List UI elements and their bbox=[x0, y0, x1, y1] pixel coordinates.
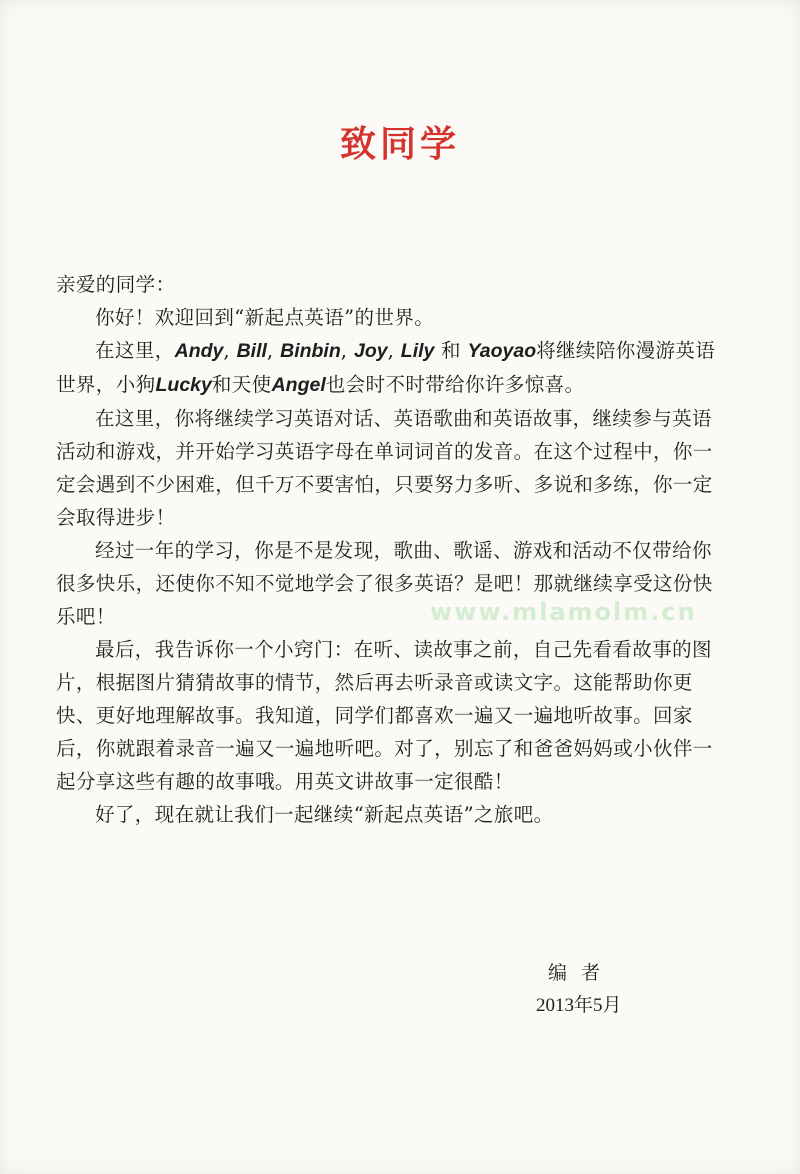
character-name: Binbin bbox=[280, 340, 341, 362]
character-name: Lucky bbox=[155, 374, 212, 396]
watermark: www.mlamolm.cn bbox=[430, 598, 697, 626]
letter-body bbox=[56, 268, 716, 831]
separator: , bbox=[387, 339, 401, 362]
character-name: Yaoyao bbox=[467, 340, 537, 362]
letter-date: 2013年5月 bbox=[536, 995, 622, 1016]
paragraph-characters bbox=[56, 334, 716, 402]
paragraph-welcome: 你好！欢迎回到“新起点英语”的世界。 bbox=[95, 306, 435, 329]
text: 在这里， bbox=[95, 339, 175, 362]
paragraph-learning: 在这里，你将继续学习英语对话、英语歌曲和英语故事，继续参与英语活动和游戏，并开始学习英语字母在单词词首的发音。在这个过程中，你一定会遇到不少困难，但千万不要害怕，只要努力多听、多说和多练，你一定会取得进步！ bbox=[56, 407, 713, 529]
character-name: Lily bbox=[400, 340, 435, 362]
greeting: 亲爱的同学： bbox=[56, 273, 176, 296]
character-name: Joy bbox=[353, 340, 388, 362]
character-name: Andy bbox=[174, 340, 224, 362]
character-name: Bill bbox=[236, 340, 267, 362]
separator: 和 bbox=[434, 339, 468, 362]
separator: , bbox=[340, 339, 354, 362]
text: 将继续陪你漫游英语世界，小狗 bbox=[56, 339, 716, 396]
character-name: Angel bbox=[271, 374, 326, 396]
page-title: 致同学 bbox=[339, 123, 460, 166]
separator: , bbox=[223, 339, 237, 362]
paragraph-tip: 最后，我告诉你一个小窍门：在听、读故事之前，自己先看看故事的图片，根据图片猜猜故事的情节，然后再去听录音或读文字。这能帮助你更快、更好地理解故事。我知道，同学们都喜欢一遍又一遍地听故事。回家后，你就跟着录音一遍又一遍地听吧。对了，别忘了和爸爸妈妈或小伙伴一起分享这些有趣的故事哦。用英文讲故事一定很酷！ bbox=[56, 638, 713, 793]
text: 也会时不时带给你许多惊喜。 bbox=[325, 373, 585, 396]
separator: , bbox=[266, 339, 281, 362]
text: 和天使 bbox=[211, 373, 272, 396]
author-signature: 编者 bbox=[548, 962, 615, 984]
paragraph-closing: 好了，现在就让我们一起继续“新起点英语”之旅吧。 bbox=[95, 803, 554, 826]
paragraph-review: 经过一年的学习，你是不是发现，歌曲、歌谣、游戏和活动不仅带给你很多快乐，还使你不知不觉地学会了很多英语？是吧！那就继续享受这份快乐吧！ bbox=[56, 539, 713, 628]
